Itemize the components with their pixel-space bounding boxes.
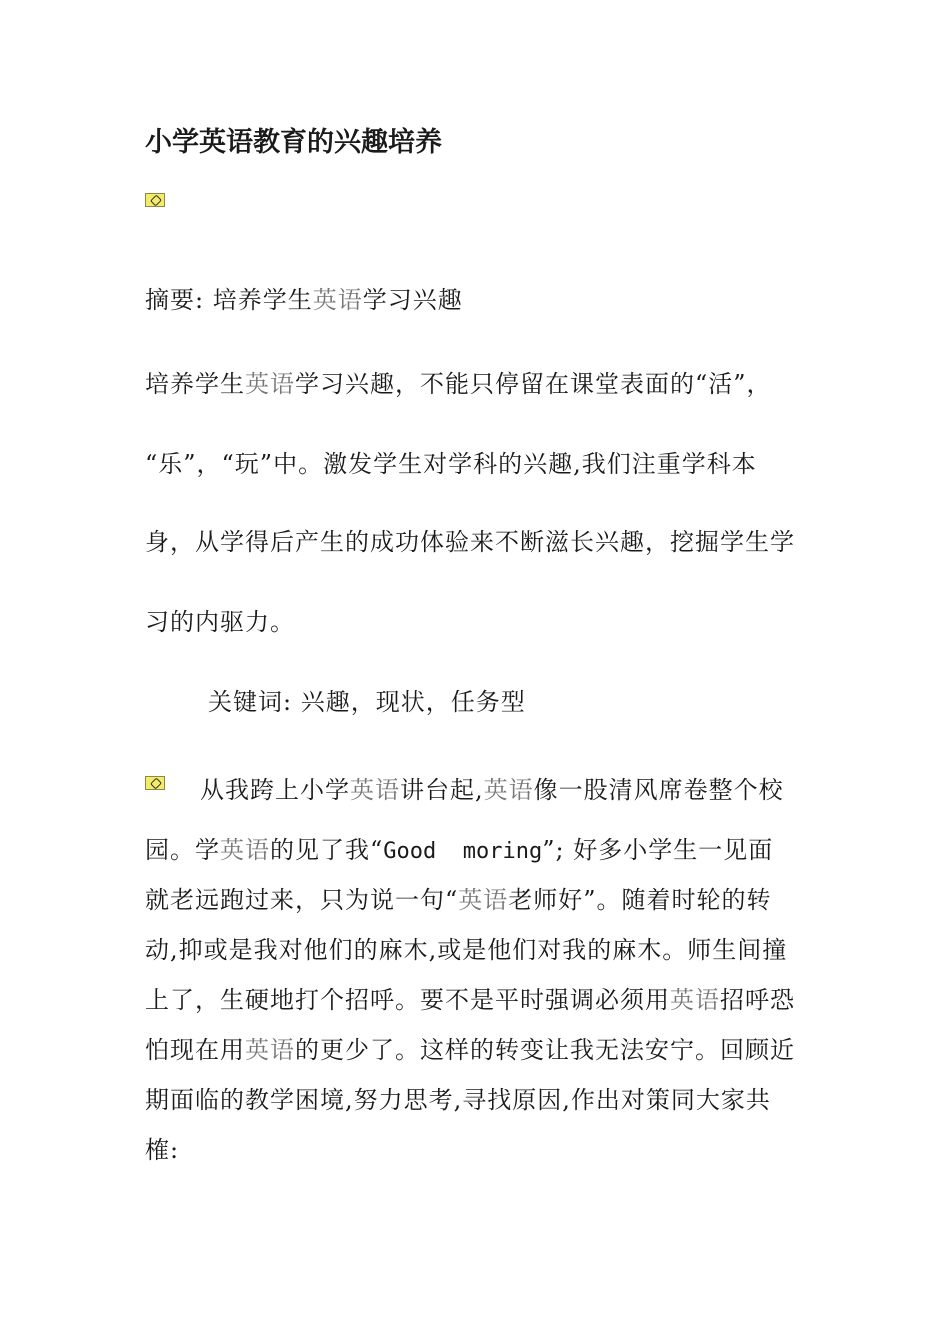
image-placeholder-icon-2 — [145, 776, 165, 790]
abstract-line — [145, 280, 463, 315]
para2-line-7: 期面临的教学困境,努力思考,寻找原因,作出对策同大家共 — [145, 1086, 771, 1114]
para1-line-1 — [145, 364, 772, 399]
para2-l1-a: 从我跨上小学 — [200, 776, 350, 804]
para2-l2-a: 园。学 — [145, 836, 220, 864]
para2-line-3 — [145, 880, 772, 915]
para2-l5-a: 上了，生硬地打个招呼。要不是平时强调必须用 — [145, 986, 670, 1014]
para1-l1-pre: 培养学生 — [145, 370, 245, 398]
para2-l6-b: 的更少了。这样的转变让我无法安宁。回顾近 — [295, 1036, 795, 1064]
para2-l3-a: 就老远跑过来，只为说一句“ — [145, 886, 459, 914]
para2-l2-highlight: 英语 — [220, 836, 270, 864]
para2-l6-a: 怕现在用 — [145, 1036, 245, 1064]
para1-line-4: 习的内驱力。 — [145, 608, 295, 636]
abstract-text-post: 学习兴趣 — [362, 286, 463, 314]
para2-l5-b: 招呼恐 — [720, 986, 795, 1014]
keywords-line: 关键词: 兴趣，现状，任务型 — [208, 688, 526, 716]
para2-l3-highlight: 英语 — [458, 886, 509, 914]
para2-line-1 — [200, 770, 784, 805]
para2-l1-b: 讲台起, — [400, 776, 484, 804]
abstract-text-pre: 培养学生 — [212, 286, 313, 314]
para2-l5-highlight: 英语 — [670, 986, 720, 1014]
para2-line-6 — [145, 1030, 795, 1065]
para2-line-2 — [145, 830, 773, 865]
para2-l2-b: 的见了我“ — [270, 836, 384, 864]
para2-line-8: 榷: — [145, 1136, 180, 1164]
para2-l2-english: Good moring — [383, 839, 543, 864]
image-placeholder-icon — [145, 193, 165, 207]
para2-l1-c: 像一股清风席卷整个校 — [533, 776, 784, 804]
document-title: 小学英语教育的兴趣培养 — [145, 127, 442, 158]
para2-l1-highlight-1: 英语 — [350, 776, 400, 804]
para2-line-4: 动,抑或是我对他们的麻木,或是他们对我的麻木。师生间撞 — [145, 936, 788, 964]
para2-l3-b: 老师好”。随着时轮的转 — [508, 886, 772, 914]
para1-l1-post: 学习兴趣，不能只停留在课堂表面的“活”， — [295, 370, 772, 398]
abstract-label: 摘要: — [145, 286, 205, 314]
para2-l1-highlight-2: 英语 — [483, 776, 534, 804]
para2-line-5 — [145, 980, 795, 1015]
para1-l1-highlight: 英语 — [245, 370, 295, 398]
para2-l2-c: ”; 好多小学生一见面 — [542, 836, 774, 864]
para2-l6-highlight: 英语 — [245, 1036, 295, 1064]
abstract-highlight: 英语 — [312, 286, 363, 314]
para1-line-3: 身，从学得后产生的成功体验来不断滋长兴趣，挖掘学生学 — [145, 528, 795, 556]
para1-line-2: “乐”，“玩”中。激发学生对学科的兴趣,我们注重学科本 — [145, 450, 757, 478]
